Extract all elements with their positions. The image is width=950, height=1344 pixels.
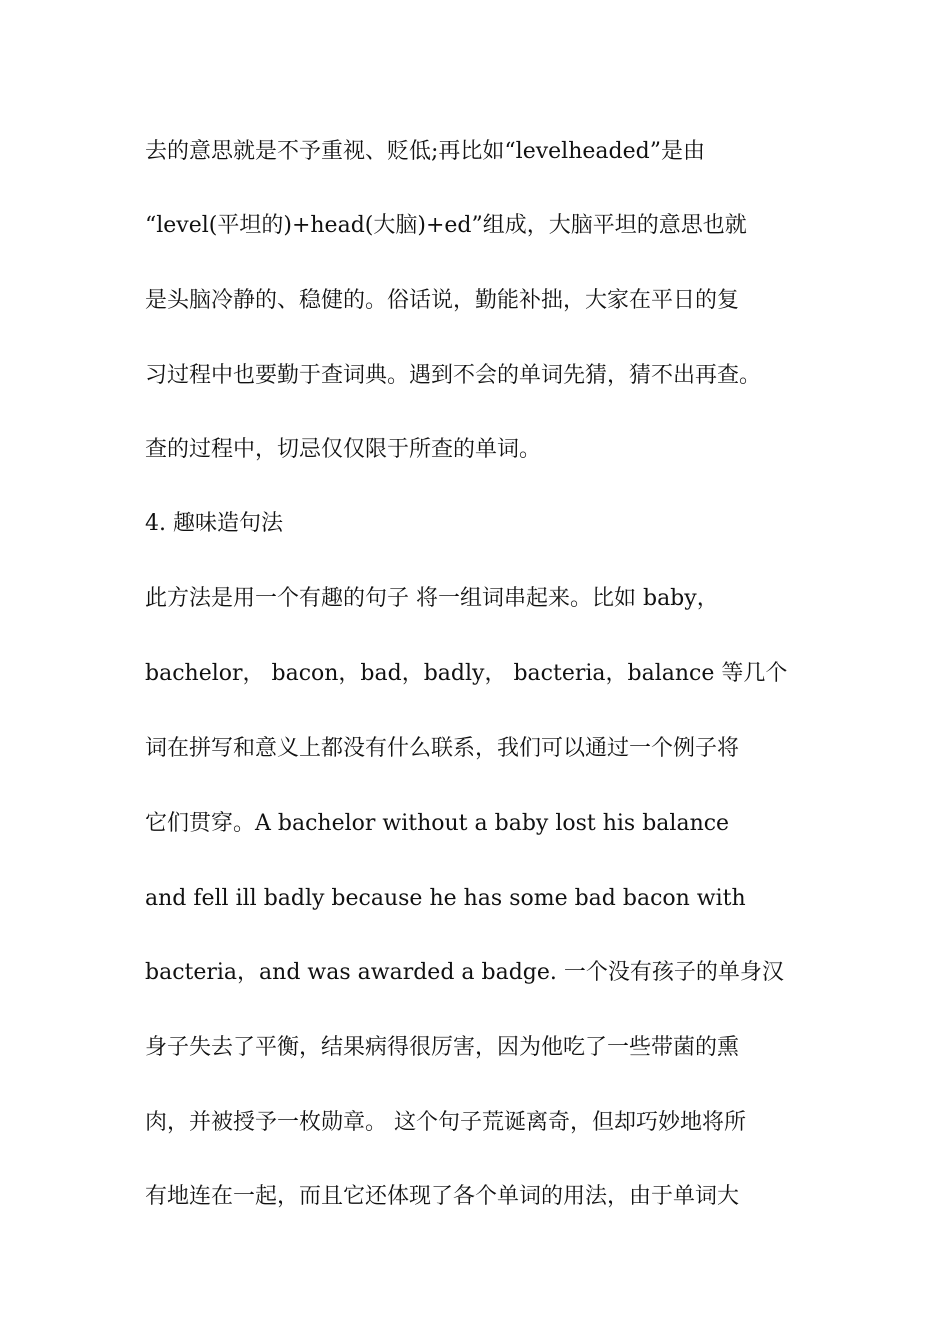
paragraph-line: bachelor， bacon，bad，badly， bacteria，balance 等几个 (145, 661, 788, 686)
paragraph-line: “level(平坦的)+head(大脑)+ed”组成，大脑平坦的意思也就 (145, 213, 747, 238)
paragraph-line: 是头脑冷静的、稳健的。俗话说，勤能补拙，大家在平日的复 (145, 288, 740, 313)
paragraph-line: 肉，并被授予一枚勋章。 这个句子荒诞离奇，但却巧妙地将所 (145, 1110, 746, 1135)
paragraph-line: 有地连在一起，而且它还体现了各个单词的用法，由于单词大 (145, 1184, 740, 1209)
paragraph-line: 查的过程中，切忌仅仅限于所查的单词。 (145, 437, 542, 462)
paragraph-line: 词在拼写和意义上都没有什么联系，我们可以通过一个例子将 (145, 736, 740, 761)
section-heading: 4. 趣味造句法 (145, 511, 283, 536)
paragraph-line: 此方法是用一个有趣的句子 将一组词串起来。比如 baby， (145, 586, 719, 611)
paragraph-line: 它们贯穿。A bachelor without a baby lost his balance (145, 811, 730, 836)
paragraph-line: 去的意思就是不予重视、贬低;再比如“levelheaded”是由 (145, 139, 705, 164)
paragraph-line: 习过程中也要勤于查词典。遇到不会的单词先猜，猜不出再查。 (145, 363, 762, 388)
paragraph-line: bacteria，and was awarded a badge. 一个没有孩子的单身汉 (145, 960, 784, 985)
paragraph-line: 身子失去了平衡，结果病得很厉害，因为他吃了一些带菌的熏 (145, 1035, 740, 1060)
paragraph-line: and fell ill badly because he has some bad bacon with (145, 886, 746, 911)
